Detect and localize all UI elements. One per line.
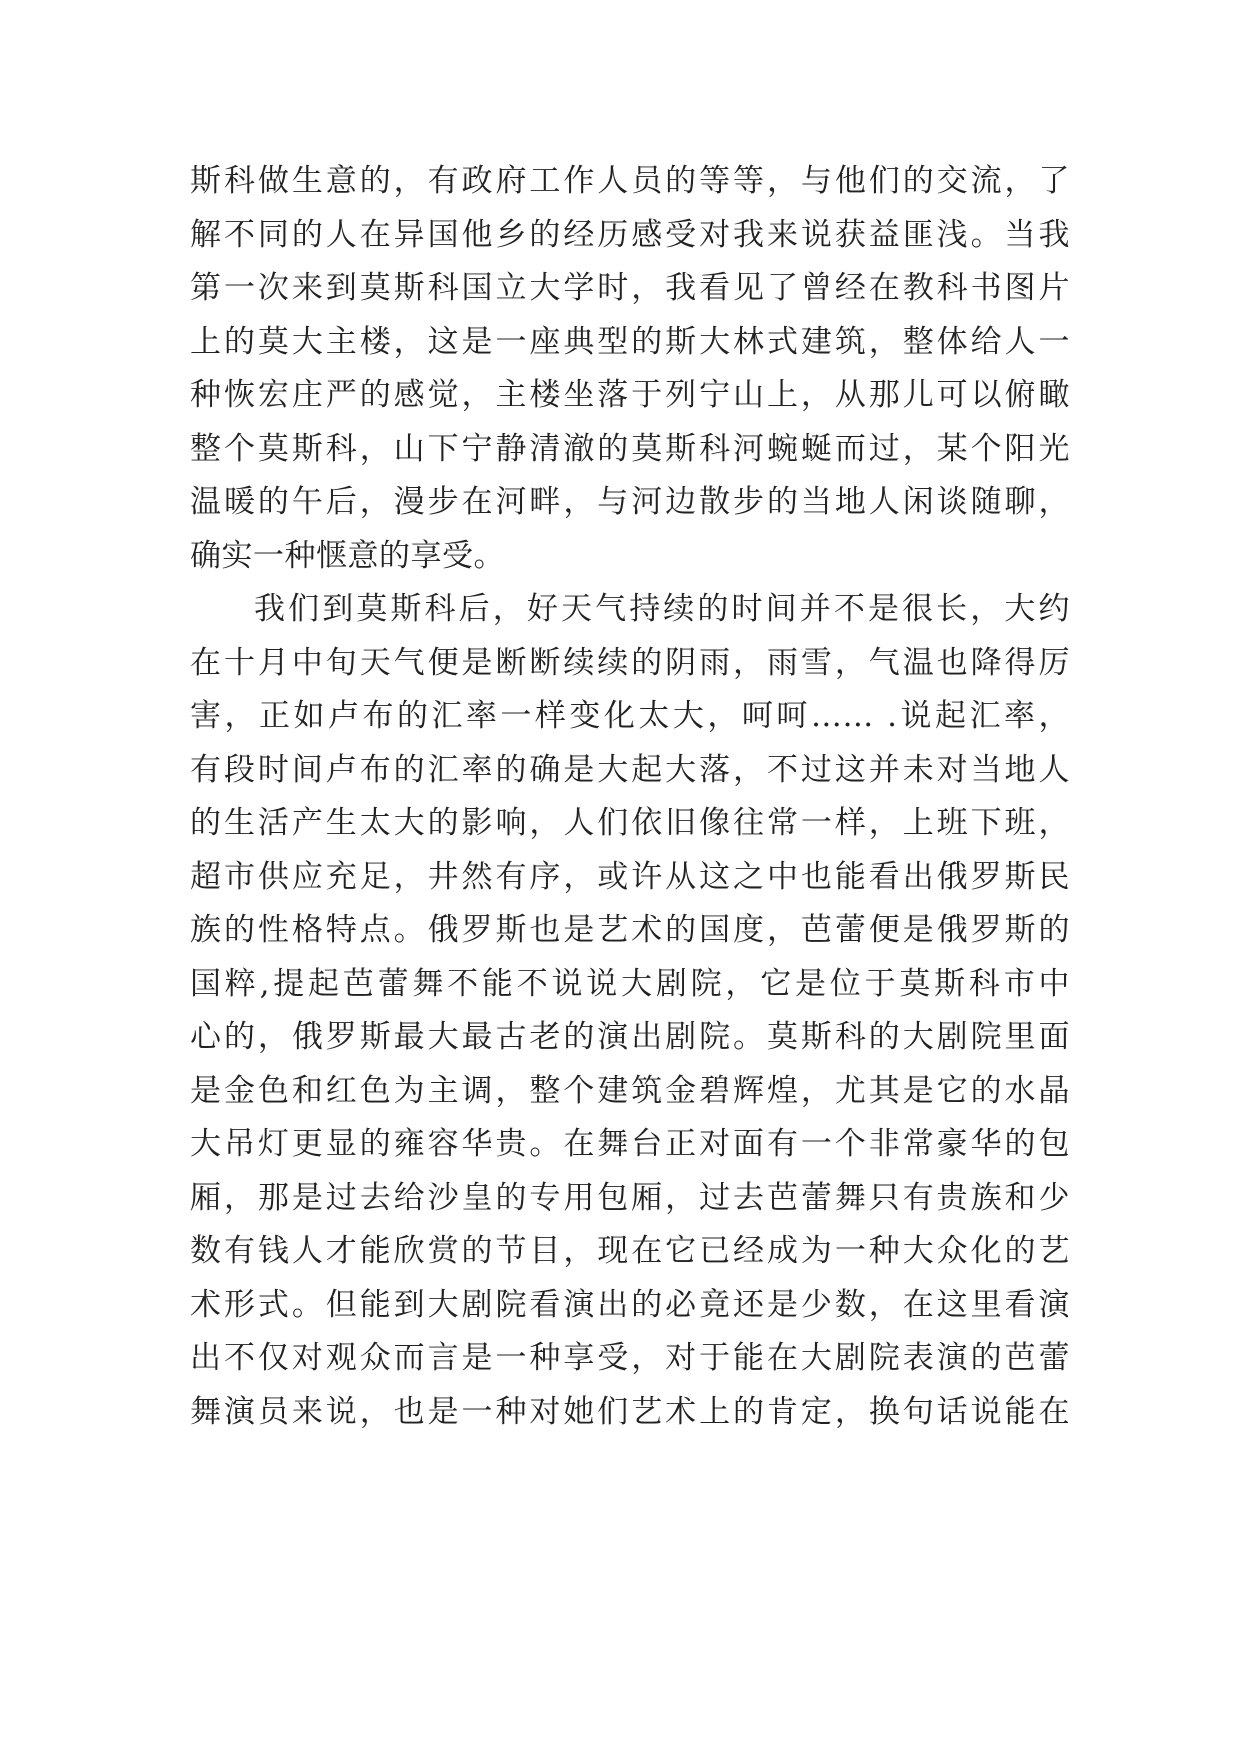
text-line: 国粹,提起芭蕾舞不能不说说大剧院，它是位于莫斯科市中: [190, 965, 1070, 1002]
text-line: 在十月中旬天气便是断断续续的阴雨，雨雪，气温也降得厉: [190, 644, 1070, 681]
text-line: 族的性格特点。俄罗斯也是艺术的国度，芭蕾便是俄罗斯的: [190, 912, 1070, 948]
text-line: 大吊灯更显的雍容华贵。在舞台正对面有一个非常豪华的包: [190, 1126, 1070, 1162]
text-line: 解不同的人在异国他乡的经历感受对我来说获益匪浅。当我: [190, 216, 1070, 253]
text-line: 舞演员来说，也是一种对她们艺术上的肯定，换句话说能在: [190, 1393, 1070, 1430]
text-line: 斯科做生意的，有政府工作人员的等等，与他们的交流，了: [190, 163, 1070, 199]
text-line: 出不仅对观众而言是一种享受，对于能在大剧院表演的芭蕾: [190, 1340, 1070, 1376]
text-line: 种恢宏庄严的感觉，主楼坐落于列宁山上，从那儿可以俯瞰: [190, 377, 1070, 413]
text-line: 害，正如卢布的汇率一样变化太大，呵呵…… .说起汇率，: [190, 698, 1070, 734]
text-line: 有段时间卢布的汇率的确是大起大落，不过这并未对当地人: [190, 751, 1070, 788]
text-line: 第一次来到莫斯科国立大学时，我看见了曾经在教科书图片: [190, 270, 1070, 306]
text-line: 温暖的午后，漫步在河畔，与河边散步的当地人闲谈随聊，: [190, 484, 1070, 520]
paragraph-end-line: 确实一种惬意的享受。: [190, 537, 505, 574]
text-line: 上的莫大主楼，这是一座典型的斯大林式建筑，整体给人一: [190, 323, 1070, 360]
text-line: 术形式。但能到大剧院看演出的必竟还是少数，在这里看演: [190, 1286, 1070, 1323]
text-line: 是金色和红色为主调，整个建筑金碧辉煌，尤其是它的水晶: [190, 1072, 1070, 1109]
text-line: 整个莫斯科，山下宁静清澈的莫斯科河蜿蜒而过，某个阳光: [190, 430, 1070, 467]
text-line: 心的，俄罗斯最大最古老的演出剧院。莫斯科的大剧院里面: [190, 1019, 1070, 1055]
text-line: 厢，那是过去给沙皇的专用包厢，过去芭蕾舞只有贵族和少: [190, 1179, 1070, 1216]
text-line: 超市供应充足，井然有序，或许从这之中也能看出俄罗斯民: [190, 858, 1070, 895]
body-text: [190, 155, 1070, 1439]
text-line: 的生活产生太大的影响，人们依旧像往常一样，上班下班，: [190, 805, 1070, 841]
paragraph-start-line: 我们到莫斯科后，好天气持续的时间并不是很长，大约: [254, 591, 1070, 627]
text-line: 数有钱人才能欣赏的节目，现在它已经成为一种大众化的艺: [190, 1233, 1070, 1269]
